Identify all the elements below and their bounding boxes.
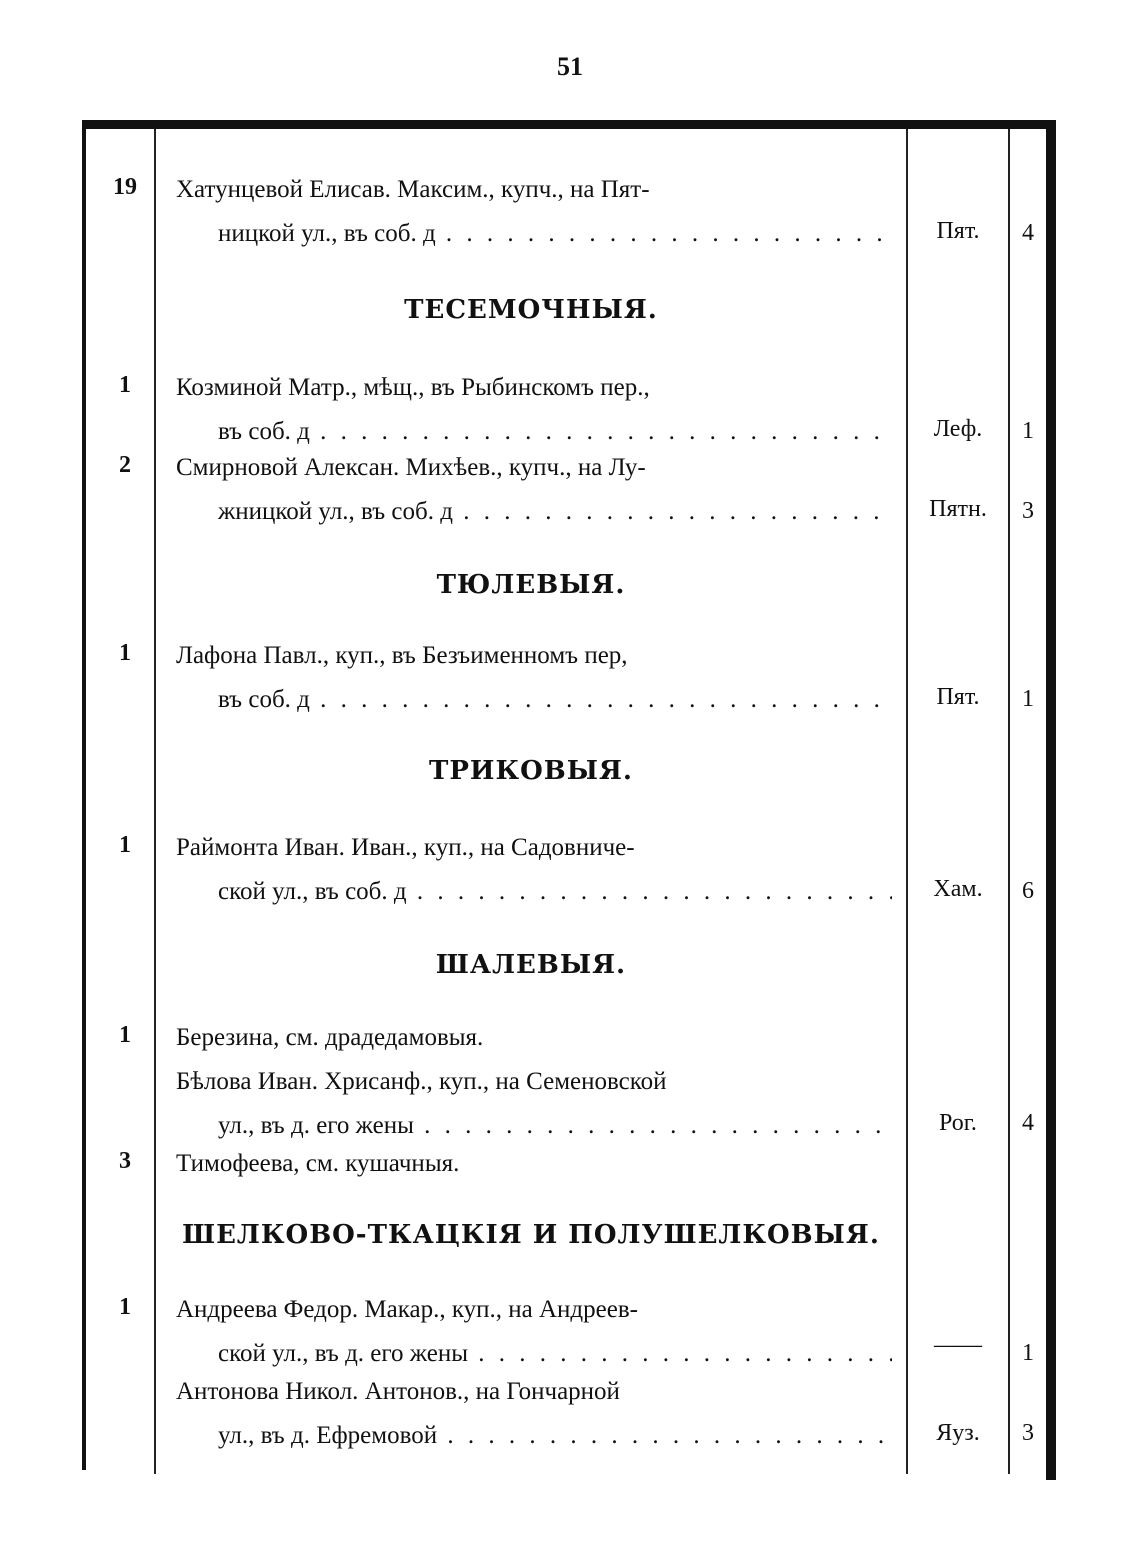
entry-district: —— — [934, 1332, 982, 1358]
entry-line2: въ соб. д — [218, 418, 310, 445]
entry-district: Рог. — [939, 1110, 977, 1136]
entry-line2: ской ул., въ д. его жены — [218, 1340, 468, 1367]
entry-text — [176, 1288, 892, 1376]
entry-line1: Раймонта Иван. Иван., куп., на Садовниче- — [176, 834, 635, 861]
entry-district: Пят. — [936, 218, 980, 244]
entry-quantity: 3 — [1022, 498, 1034, 524]
entry-line1: Березина, см. драдедамовыя. — [176, 1024, 484, 1051]
entry-number: 19 — [113, 174, 137, 200]
entry-quantity: 1 — [1022, 1340, 1034, 1366]
entry-quantity: 1 — [1022, 418, 1034, 444]
entry-text — [176, 366, 892, 454]
top-rule — [82, 120, 1056, 129]
column-divider-district — [906, 129, 908, 1474]
entry-text — [176, 1016, 892, 1060]
entry-number: 1 — [119, 1294, 131, 1320]
section-heading: ТРИКОВЫЯ. — [429, 756, 633, 786]
entry-number: 1 — [119, 1022, 131, 1048]
entry-line2: жницкой ул., въ соб. д — [218, 498, 453, 525]
entry-district: Пят. — [936, 684, 980, 710]
entry-quantity: 4 — [1022, 220, 1034, 246]
entry-number: 1 — [119, 832, 131, 858]
section-heading: ШАЛЕВЫЯ. — [435, 950, 627, 980]
section-heading: ТЮЛЕВЫЯ. — [436, 570, 626, 600]
entry-text — [176, 446, 892, 534]
entry-line1: Антонова Никол. Антонов., на Гончарной — [176, 1378, 620, 1405]
entry-number: 2 — [119, 452, 131, 478]
entry-text — [176, 826, 892, 914]
entry-line2: въ соб. д — [218, 686, 310, 713]
entry-line2: ницкой ул., въ соб. д — [218, 220, 436, 247]
entry-text — [176, 168, 892, 256]
entry-text — [176, 1370, 892, 1458]
entry-line1: Хатунцевой Елисав. Максим., купч., на Пят- — [176, 176, 650, 203]
entry-number: 3 — [119, 1148, 131, 1174]
entry-line1: Козминой Матр., мѣщ., въ Рыбинскомъ пер., — [176, 374, 650, 401]
entry-text — [176, 1142, 892, 1186]
entry-district: Яуз. — [936, 1420, 980, 1446]
entry-quantity: 3 — [1022, 1420, 1034, 1446]
entry-text — [176, 1060, 892, 1148]
entry-line1: Смирновой Алексан. Михѣев., купч., на Лу- — [176, 454, 646, 481]
left-rule — [82, 120, 86, 1470]
entry-number: 1 — [119, 372, 131, 398]
entry-district: Пятн. — [929, 496, 987, 522]
right-rule — [1046, 120, 1056, 1480]
entry-quantity: 6 — [1022, 878, 1034, 904]
entry-line1: Бѣлова Иван. Хрисанф., куп., на Семеновской — [176, 1068, 667, 1095]
entry-line2: ской ул., въ соб. д — [218, 878, 407, 905]
page-number: 51 — [557, 52, 583, 81]
column-divider-quantity — [1008, 129, 1010, 1474]
section-heading: ШЕЛКОВО-ТКАЦКІЯ И ПОЛУШЕЛКОВЫЯ. — [182, 1220, 880, 1250]
entry-line1: Андреева Федор. Макар., куп., на Андреев- — [176, 1296, 638, 1323]
column-divider-number — [154, 129, 156, 1474]
entry-text — [176, 634, 892, 722]
section-heading: ТЕСЕМОЧНЫЯ. — [404, 295, 658, 325]
entry-line2: ул., въ д. его жены — [218, 1112, 414, 1139]
entry-number: 1 — [119, 640, 131, 666]
entry-line1: Тимофеева, см. кушачныя. — [176, 1150, 460, 1177]
entry-district: Хам. — [933, 876, 983, 902]
entry-quantity: 1 — [1022, 686, 1034, 712]
entry-line1: Лафона Павл., куп., въ Безъименномъ пер, — [176, 642, 628, 669]
entry-district: Леф. — [933, 416, 983, 442]
entry-quantity: 4 — [1022, 1110, 1034, 1136]
table-frame — [82, 120, 1056, 1480]
entry-line2: ул., въ д. Ефремовой — [218, 1422, 438, 1449]
